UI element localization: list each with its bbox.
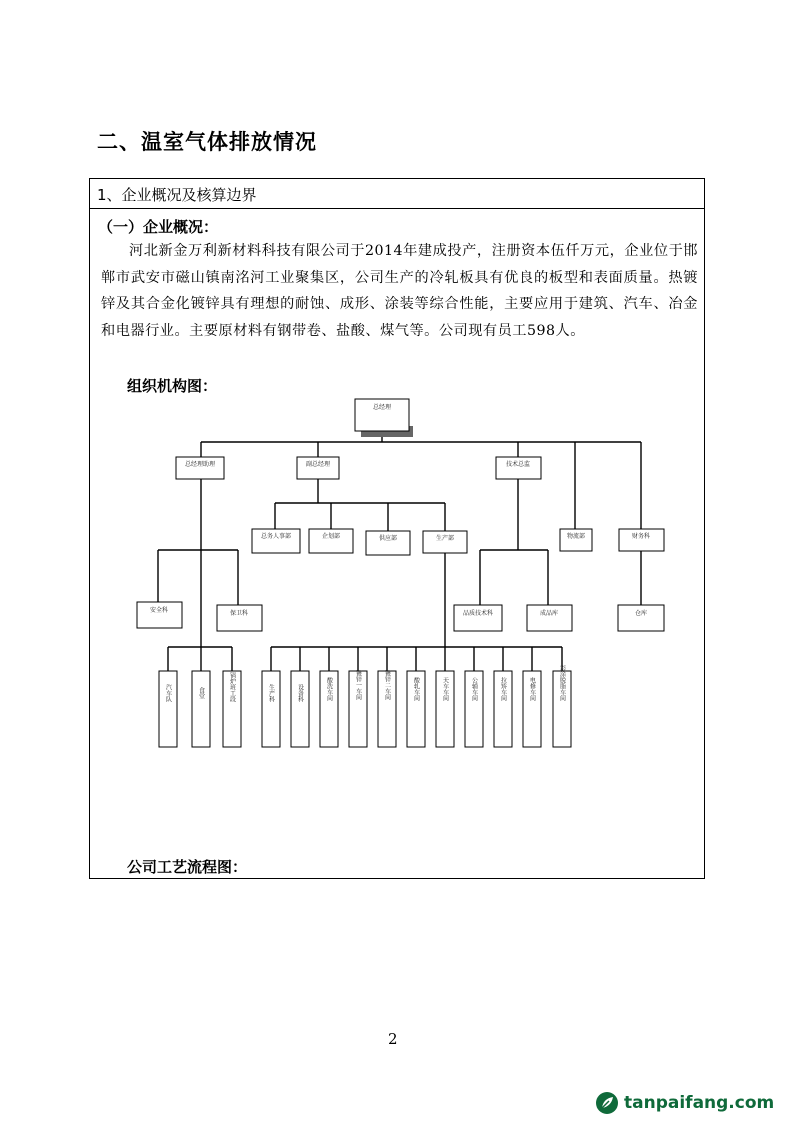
org-node-label: 品质技术科 (462, 610, 494, 617)
org-node-security (217, 605, 262, 631)
org-node-label: 副总经理 (305, 461, 331, 468)
org-node-top (355, 399, 413, 437)
org-node-label: 安全科 (149, 607, 169, 614)
org-workshop-label: 酸轧车间 (412, 677, 420, 701)
org-workshop-label: 食堂 (197, 687, 205, 699)
org-workshop-label: 生产科 (267, 684, 275, 702)
org-node-label: 供应部 (378, 535, 398, 542)
frame-header-divider (89, 208, 705, 209)
org-workshop-box (291, 671, 309, 747)
org-workshop-label: 汽车队 (164, 684, 172, 702)
org-workshop-label: 彩涂脱脂车间 (558, 665, 566, 701)
org-level3 (252, 529, 467, 555)
org-level2 (176, 457, 664, 551)
org-node-label: 财务科 (631, 533, 651, 540)
org-node-label: 总经理 (372, 404, 392, 411)
org-workshop-box (192, 671, 210, 747)
org-workshop-label: 拉矫车间 (499, 677, 507, 701)
org-workshop-box (159, 671, 177, 747)
org-workshop-label: 镀锌二车间 (383, 670, 391, 700)
org-node-label: 保卫科 (229, 610, 249, 617)
org-workshop-box (262, 671, 280, 747)
org-node-warehouse (618, 605, 664, 631)
org-node-safety (137, 602, 182, 628)
page-number: 2 (388, 1030, 398, 1048)
org-workshop-label: 天车车间 (441, 677, 449, 701)
org-workshops (159, 664, 571, 747)
org-node-label: 企划部 (321, 533, 341, 540)
org-workshop-label: 设备科 (296, 684, 304, 702)
org-workshop-label: 酸洗车间 (325, 677, 333, 701)
org-workshop-label: 公辅车间 (470, 677, 478, 701)
org-node-label: 技术总监 (505, 461, 531, 468)
process-flow-heading: 公司工艺流程图： (127, 858, 248, 876)
org-node-finished-store (527, 605, 572, 631)
overview-paragraph: 河北新金万利新材料科技有限公司于2014年建成投产，注册资本伍仟万元，企业位于邯郸市武安市磁山镇南洺河工业聚集区，公司生产的冷轧板具有优良的板型和表面质量。热镀锌及其合金化镀锌具有理想的耐蚀、成形、涂装等综合性能，主要应用于建筑、汽车、冶金和电器行业。主要原材料有钢带卷、盐酸、煤气等。公司现有员工598人。 (101, 243, 698, 339)
org-level4 (137, 602, 664, 631)
org-chart-heading: 组织机构图： (127, 377, 218, 395)
org-node-label: 生产部 (435, 535, 455, 542)
org-chart (128, 395, 668, 755)
logo-text: tanpaifang.com (624, 1093, 775, 1113)
subsection-title: 1、企业概况及核算边界 (97, 186, 257, 204)
section-heading: 二、温室气体排放情况 (97, 129, 317, 154)
org-node-label: 物流部 (566, 533, 586, 540)
org-node-label: 总务人事部 (260, 533, 292, 540)
org-node-label: 成品库 (539, 610, 559, 617)
org-workshop-label: 镀锌一车间 (354, 670, 362, 700)
org-workshop-label: 锅炉班工段 (228, 672, 236, 702)
org-workshop-label: 电修车间 (528, 677, 536, 701)
org-node-label: 仓库 (634, 610, 648, 617)
leaf-logo-icon (595, 1091, 619, 1115)
org-node-quality (454, 605, 502, 631)
site-logo (595, 1089, 774, 1117)
overview-heading: （一）企业概况： (98, 218, 219, 236)
org-node-label: 总经理助理 (184, 461, 216, 468)
